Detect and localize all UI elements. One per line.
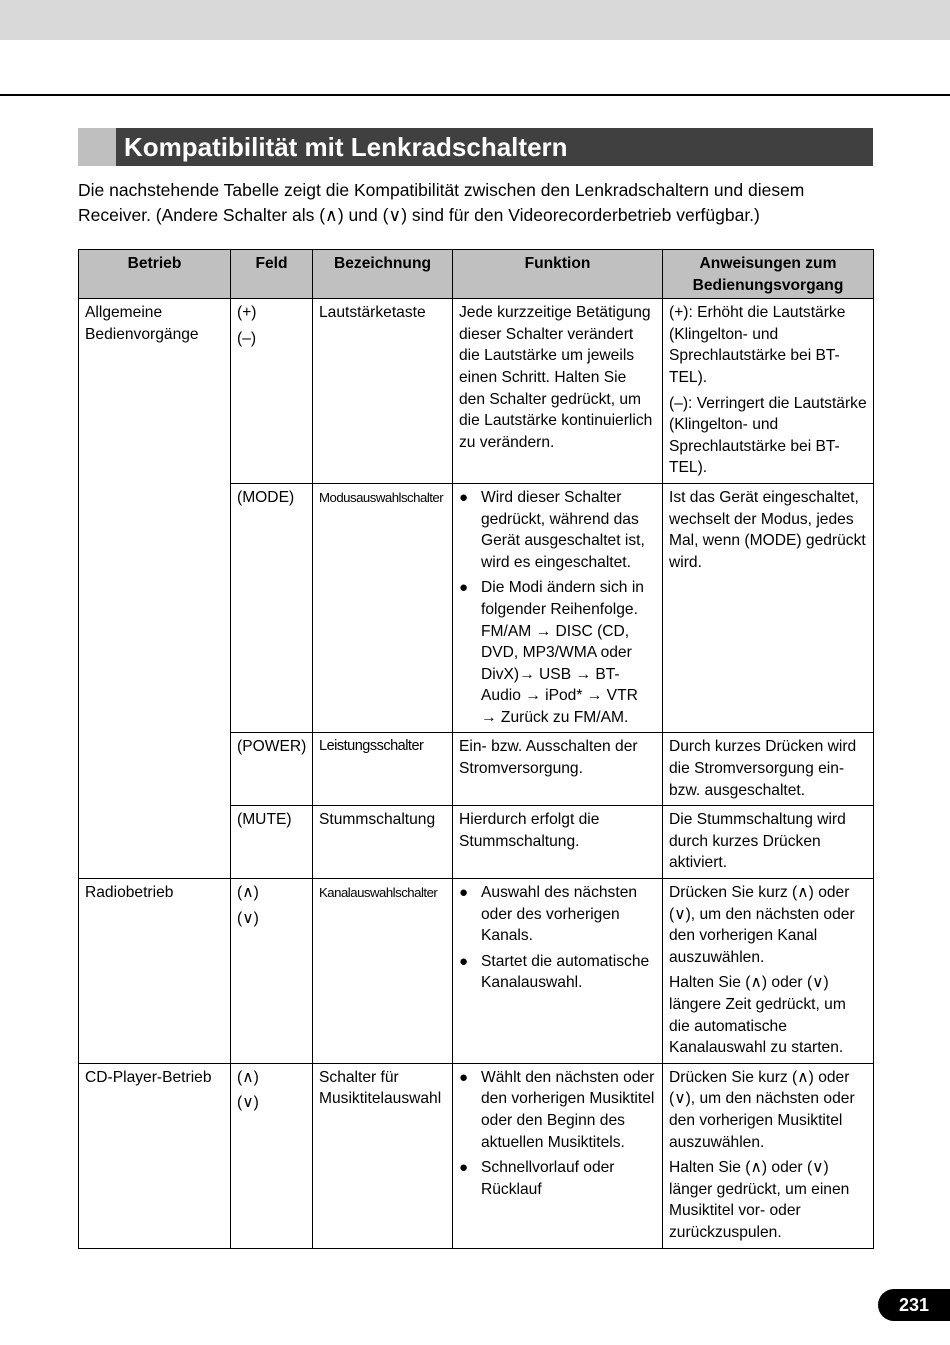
bullet-item: ● Wird dieser Schalter gedrückt, während das Gerät ausgeschaltet ist, wird es eingeschaltet. (459, 487, 656, 573)
feld-symbol: (∧) (237, 1068, 259, 1086)
funktion-cell (453, 1063, 663, 1248)
bezeichnung-cell: Modusauswahlschalter (313, 483, 453, 733)
bullet-dot-icon: ● (459, 488, 469, 506)
anweisungen-cell (663, 299, 874, 484)
feld-cell (231, 1063, 313, 1248)
table-header-row (79, 250, 874, 299)
section-title: Kompatibilität mit Lenkradschaltern (116, 128, 873, 166)
anweisung-text: Drücken Sie kurz (∧) oder (∨), um den nächsten oder den vorherigen Kanal auszuwählen. (669, 884, 855, 966)
table-row (79, 299, 874, 484)
anweisung-text: Halten Sie (∧) oder (∨) länger gedrückt, um einen Musiktitel vor- oder zurückzuspulen. (669, 1159, 850, 1241)
funktion-cell: Jede kurzzeitige Betätigung dieser Schalter verändert die Lautstärke um jeweils einen Schritt. Halten Sie den Schalter gedrückt, um die Lautstärke kontinuierlich zu verändern. (453, 299, 663, 484)
bullet-dot-icon: ● (459, 884, 469, 902)
anweisung-text: Die Stummschaltung wird durch kurzes Drücken aktiviert. (669, 811, 846, 872)
anweisung-text: (–): Verringert die Lautstärke (Klingelton- und Sprechlautstärke bei BT-TEL). (669, 394, 867, 477)
funktion-cell (453, 483, 663, 733)
anweisungen-cell (663, 1063, 874, 1248)
feld-symbol: (+) (237, 304, 257, 322)
anweisungen-cell (663, 806, 874, 879)
bezeichnung-cell: Lautstärketaste (313, 299, 453, 484)
bullet-item: ● Schnellvorlauf oder Rücklauf (459, 1157, 656, 1200)
bullet-item: ● Startet die automatische Kanalauswahl. (459, 951, 656, 994)
anweisung-text: (+): Erhöht die Lautstärke (Klingelton- und Sprechlautstärke bei BT-TEL). (669, 304, 846, 386)
table-row (79, 1063, 874, 1248)
anweisung-text: Durch kurzes Drücken wird die Stromversorgung ein- bzw. ausgeschaltet. (669, 738, 857, 799)
bullet-dot-icon: ● (459, 579, 469, 597)
anweisung-text: Ist das Gerät eingeschaltet, wechselt der Modus, jedes Mal, wenn (MODE) gedrückt wird. (669, 488, 866, 571)
header-bezeichnung: Bezeichnung (313, 250, 453, 299)
betrieb-cell: Radiobetrieb (79, 879, 231, 1064)
feld-cell (231, 806, 313, 879)
header-rule (0, 94, 950, 96)
feld-cell (231, 483, 313, 733)
betrieb-cell: CD-Player-Betrieb (79, 1063, 231, 1248)
bezeichnung-cell: Schalter für Musiktitelauswahl (313, 1063, 453, 1248)
anweisungen-cell (663, 483, 874, 733)
anweisung-text: Drücken Sie kurz (∧) oder (∨), um den nächsten oder den vorherigen Musiktitel auszuwählen. (669, 1068, 855, 1151)
bullet-dot-icon: ● (459, 952, 469, 970)
feld-symbol: (–) (237, 329, 257, 347)
header-funktion: Funktion (453, 250, 663, 299)
anweisung-text: Halten Sie (∧) oder (∨) längere Zeit gedrückt, um die automatische Kanalauswahl zu starten. (669, 974, 846, 1057)
title-accent-block (78, 128, 116, 166)
feld-symbol: (MODE) (237, 488, 295, 506)
betrieb-cell: Allgemeine Bedienvorgänge (79, 299, 231, 879)
section-title-bar (78, 128, 873, 166)
funktion-cell: Hierdurch erfolgt die Stummschaltung. (453, 806, 663, 879)
header-anweisungen: Anweisungen zum Bedienungsvorgang (663, 250, 874, 299)
funktion-cell: Ein- bzw. Ausschalten der Stromversorgung. (453, 733, 663, 806)
feld-symbol: (∨) (237, 1094, 259, 1112)
bullet-item: ● Die Modi ändern sich in folgender Reihenfolge. FM/AM → DISC (CD, DVD, MP3/WMA oder DivX)→ USB → BT-Audio → iPod* → VTR → Zurück zu FM/AM. (459, 577, 656, 728)
header-betrieb: Betrieb (79, 250, 231, 299)
bullet-dot-icon: ● (459, 1068, 469, 1086)
funktion-cell (453, 879, 663, 1064)
anweisungen-cell (663, 879, 874, 1064)
header-feld: Feld (231, 250, 313, 299)
feld-cell (231, 733, 313, 806)
feld-symbol: (POWER) (237, 738, 307, 756)
header-band (0, 0, 950, 40)
compatibility-table (78, 249, 874, 1249)
anweisungen-cell (663, 733, 874, 806)
bullet-item: ● Auswahl des nächsten oder des vorherigen Kanals. (459, 882, 656, 947)
feld-cell (231, 879, 313, 1064)
page-number-badge: 231 (878, 1289, 950, 1321)
table-row (79, 879, 874, 1064)
feld-symbol: (MUTE) (237, 811, 292, 829)
feld-symbol: (∧) (237, 884, 259, 902)
bullet-dot-icon: ● (459, 1159, 469, 1177)
feld-symbol: (∨) (237, 909, 259, 927)
intro-paragraph: Die nachstehende Tabelle zeigt die Kompatibilität zwischen den Lenkradschaltern und diesem Receiver. (Andere Schalter als (∧) und (∨) sind für den Videorecorderbetrieb verfügbar.) (78, 180, 805, 225)
bezeichnung-cell: Kanalauswahlschalter (313, 879, 453, 1064)
bullet-item: ● Wählt den nächsten oder den vorherigen Musiktitel oder den Beginn des aktuellen Musiktitels. (459, 1067, 656, 1153)
feld-cell (231, 299, 313, 484)
bezeichnung-cell: Leistungsschalter (313, 733, 453, 806)
bezeichnung-cell: Stummschaltung (313, 806, 453, 879)
